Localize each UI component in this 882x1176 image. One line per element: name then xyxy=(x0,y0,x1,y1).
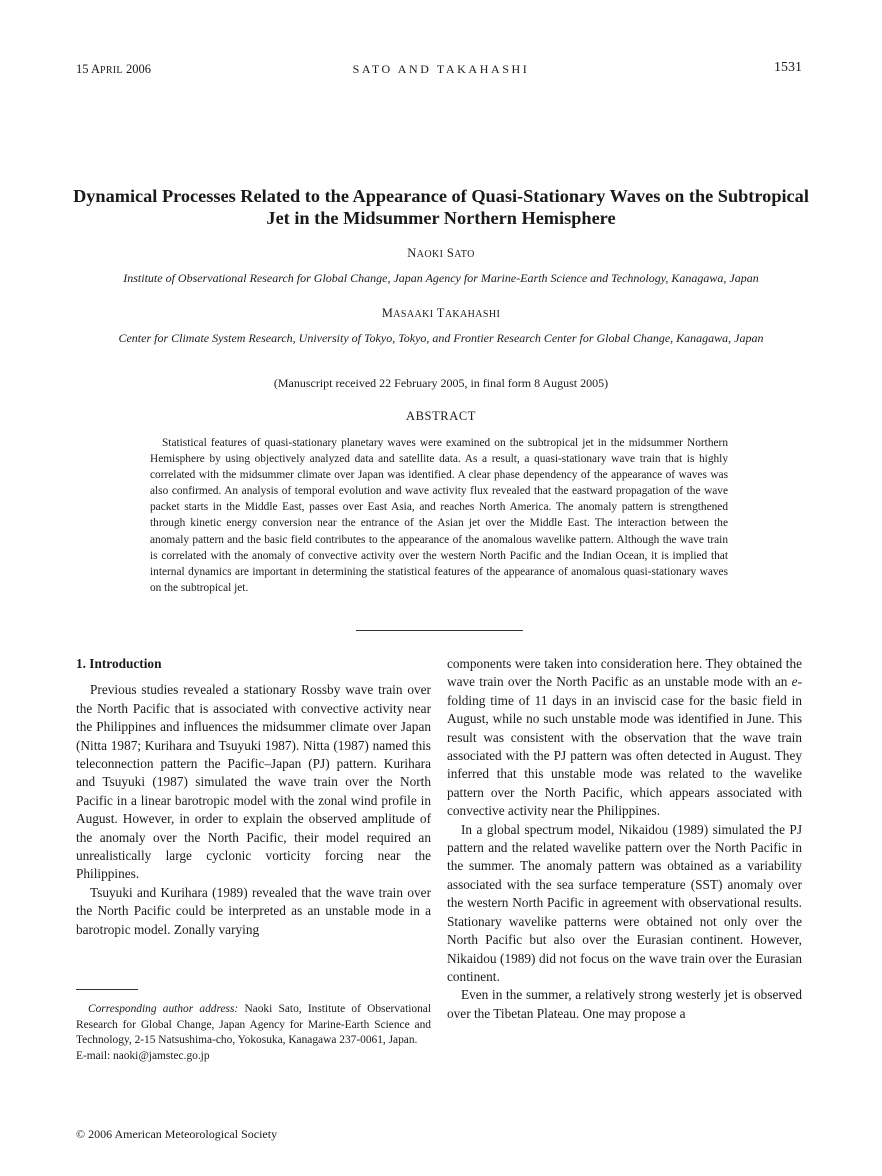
author-2-last-initial: T xyxy=(436,306,445,320)
date-month-initial: A xyxy=(90,62,100,76)
author-1-last-rest: ATO xyxy=(454,249,475,260)
footnote-rule xyxy=(76,989,138,990)
date-year: 2006 xyxy=(122,62,151,76)
footnote-text: Naoki Sato, Institute of Observational Research for Global Change, Japan Agency for Marine-Earth Science and Technology, 2-15 Natsushima-cho, Yokosuka, Kanagawa 237-0061, Japan. xyxy=(76,1003,432,1047)
affiliation-2: Center for Climate System Research, University of Tokyo, Tokyo, and Frontier Research Center for Global Change, Kanagawa, Japan xyxy=(118,331,764,345)
page-number: 1531 xyxy=(774,60,802,75)
running-authors: SATO AND TAKAHASHI xyxy=(352,62,530,76)
author-1-first-initial: N xyxy=(407,246,417,260)
author-name-1 xyxy=(0,246,882,261)
author-1-last-initial: S xyxy=(446,246,455,260)
section-divider xyxy=(356,630,523,631)
italic-e: e xyxy=(791,674,798,690)
right-column xyxy=(447,655,802,1023)
author-1-first-rest: AOKI xyxy=(416,249,444,260)
paragraph xyxy=(447,655,802,821)
author-2-first-rest: ASAAKI xyxy=(393,309,434,320)
paper-title: Dynamical Processes Related to the Appearance of Quasi-Stationary Waves on the Subtropical Jet in the Midsummer Northern Hemisphere xyxy=(73,186,809,228)
footnote-email: E-mail: naoki@jamstec.go.jp xyxy=(76,1049,210,1062)
manuscript-info: (Manuscript received 22 February 2005, in final form 8 August 2005) xyxy=(273,376,609,390)
text-run: -folding time of 11 days in an inviscid case for the basic field in August, while no such unstable mode was identified in June. This result was consistent with the observation that the wave train associated with the PJ pattern was often detected in August. They inferred that this unstable mode was related to the wavelike pattern over the North Pacific, which appears associated with convective activity near the Philippines. xyxy=(447,674,802,819)
author-2-last-rest: AKAHASHI xyxy=(444,309,501,320)
author-name-2 xyxy=(0,306,882,321)
abstract-heading: ABSTRACT xyxy=(405,409,477,423)
paragraph: Previous studies revealed a stationary Rossby wave train over the North Pacific that is associated with convective activity near the Philippines and influences the midsummer climate over Japan (Nitta 1987; Kurihara and Tsuyuki 1987). Nitta (1987) named this teleconnection pattern the Pacific–Japan (PJ) pattern. Kurihara and Tsuyuki (1987) simulated the wave train over the North Pacific in a linear barotropic model with the zonal wind profile in August. However, in order to explain the observed amplitude of the anomaly over the North Pacific, their model required an unrealistically large cyclonic vorticity forcing near the Philippines. xyxy=(76,682,431,882)
footnote xyxy=(76,1002,431,1064)
abstract-text: Statistical features of quasi-stationary planetary waves were examined on the subtropical jet in the midsummer Northern Hemisphere by using objectively analyzed data and satellite data. As a result, a quasi-stationary wave train that is highly correlated with the midsummer climate over Japan was identified. A clear phase dependency of the appearance of waves was also confirmed. An analysis of temporal evolution and wave activity flux revealed that the eastward propagation of the wave packet starts in the Middle East, passes over East Asia, and reaches North America. The anomaly pattern is strengthened through kinetic energy conversion near the entrance of the Asian jet over the Middle East. The interaction between the anomaly pattern and the basic field contributes to the appearance of the anomalous wavelike pattern. Although the wave train is correlated with the anomaly of convective activity over the western North Pacific and the Indian Ocean, it is implied that internal dynamics are important in determining the statistical features of the appearance of anomalous quasi-stationary waves on the subtropical jet. xyxy=(150,437,728,594)
copyright: © 2006 American Meteorological Society xyxy=(76,1127,278,1141)
text-run: components were taken into consideration here. They obtained the wave train over the North Pacific as an unstable mode with an xyxy=(447,656,802,690)
paragraph: Tsuyuki and Kurihara (1989) revealed that the wave train over the North Pacific could be interpreted as an unstable mode in a barotropic model. Zonally varying xyxy=(76,884,431,937)
date-day: 15 xyxy=(76,62,91,76)
date-month-rest: PRIL xyxy=(99,65,123,76)
footnote-label: Corresponding author address: xyxy=(88,1003,239,1015)
affiliation-1: Institute of Observational Research for Global Change, Japan Agency for Marine-Earth Science and Technology, Kanagawa, Japan xyxy=(123,271,759,285)
paragraph: In a global spectrum model, Nikaidou (1989) simulated the PJ pattern and the related wavelike pattern over the North Pacific in the summer. The anomaly pattern was obtained as a variability associated with the sea surface temperature (SST) anomaly over the western North Pacific in agreement with observational results. Stationary wavelike patterns were obtained not only over the North Pacific but also over the Eurasian continent. However, Nikaidou (1989) did not focus on the wave train over the Eurasian continent. xyxy=(447,821,802,984)
author-2-first-initial: M xyxy=(381,306,394,320)
paragraph: Even in the summer, a relatively strong westerly jet is observed over the Tibetan Plateau. One may propose a xyxy=(447,987,802,1021)
section-heading-introduction: 1. Introduction xyxy=(76,656,162,671)
left-column xyxy=(76,655,431,939)
